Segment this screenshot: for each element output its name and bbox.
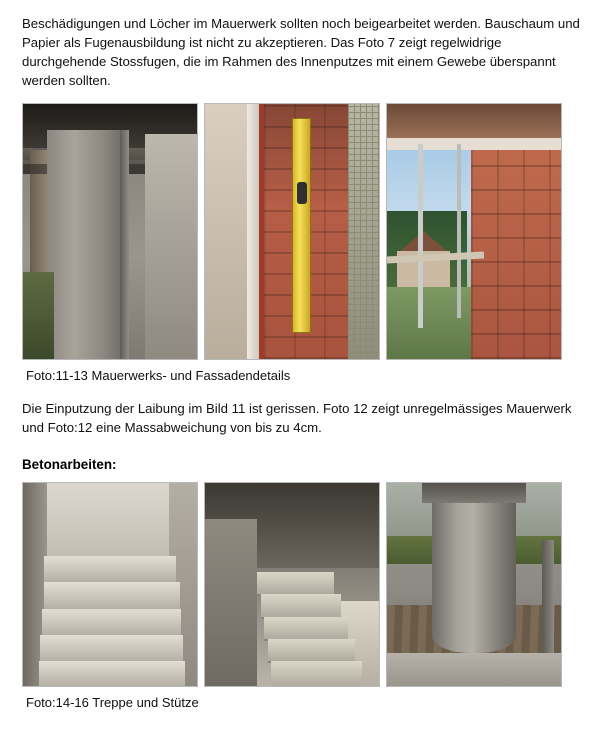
paragraph-2: Die Einputzung der Laibung im Bild 11 ist gerissen. Foto 12 zeigt unregelmässiges Mauerwerk und Foto:12 eine Massabweichung von bis zu 4cm. [22,400,572,435]
intro-paragraph: Beschädigungen und Löcher im Mauerwerk sollten noch beigearbeitet werden. Bauschaum und Papier als Fugenausbildung ist nicht zu akzeptieren. Das Foto 7 zeigt regelwidrige durchgehende Stossfugen, die im Rahmen des Innenputzes mit einem Gewebe überspannt werden sollten. [22,16,580,89]
photo-12 [204,103,380,360]
photo-16 [386,482,562,687]
photo-14 [22,482,198,687]
photo-row-concrete [22,482,584,687]
photo-11 [22,103,198,360]
caption-photos-11-13: Foto:11-13 Mauerwerks- und Fassadendetails [26,367,291,383]
photo-15 [204,482,380,687]
caption-photos-14-16: Foto:14-16 Treppe und Stütze [26,694,199,710]
section-heading-betonarbeiten: Betonarbeiten: [22,456,117,472]
photo-13 [386,103,562,360]
photo-row-masonry [22,103,584,360]
